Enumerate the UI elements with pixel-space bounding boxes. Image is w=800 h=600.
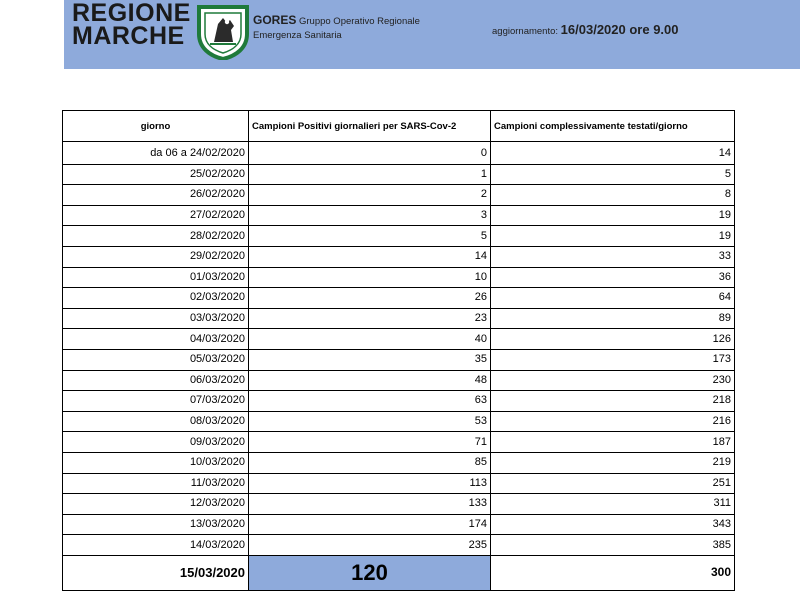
total-date-cell: 15/03/2020 [63, 555, 249, 590]
table-row [63, 308, 735, 329]
positives-cell: 53 [249, 411, 491, 432]
tested-cell: 187 [491, 432, 735, 453]
date-cell: 11/03/2020 [63, 473, 249, 494]
table-row [63, 370, 735, 391]
org-short-name: GORES [253, 13, 297, 27]
table-row [63, 164, 735, 185]
table-row [63, 288, 735, 309]
date-cell: 13/03/2020 [63, 514, 249, 535]
date-cell: 08/03/2020 [63, 411, 249, 432]
positives-cell: 2 [249, 185, 491, 206]
column-header-tested: Campioni complessivamente testati/giorno [491, 111, 735, 142]
table-row [63, 205, 735, 226]
tested-cell: 19 [491, 205, 735, 226]
table-row [63, 535, 735, 556]
date-cell: 01/03/2020 [63, 267, 249, 288]
date-cell: 10/03/2020 [63, 452, 249, 473]
tested-cell: 19 [491, 226, 735, 247]
tested-cell: 343 [491, 514, 735, 535]
date-cell: 02/03/2020 [63, 288, 249, 309]
tested-cell: 219 [491, 452, 735, 473]
table-row [63, 267, 735, 288]
tested-cell: 251 [491, 473, 735, 494]
logo-line-2: MARCHE [72, 22, 185, 50]
tested-cell: 64 [491, 288, 735, 309]
table-row [63, 391, 735, 412]
tested-cell: 218 [491, 391, 735, 412]
column-header-positives: Campioni Positivi giornalieri per SARS-Cov-2 [249, 111, 491, 142]
positives-cell: 3 [249, 205, 491, 226]
positives-cell: 5 [249, 226, 491, 247]
date-cell: 27/02/2020 [63, 205, 249, 226]
positives-cell: 26 [249, 288, 491, 309]
tested-cell: 33 [491, 246, 735, 267]
org-long-name-2: Emergenza Sanitaria [253, 30, 342, 41]
total-positives-cell: 120 [249, 555, 491, 590]
positives-cell: 63 [249, 391, 491, 412]
date-cell: 06/03/2020 [63, 370, 249, 391]
update-timestamp [492, 22, 679, 37]
daily-cases-table [62, 110, 735, 591]
positives-cell: 0 [249, 142, 491, 165]
regione-marche-logo [72, 2, 191, 48]
positives-cell: 133 [249, 494, 491, 515]
date-cell: 26/02/2020 [63, 185, 249, 206]
table-row [63, 411, 735, 432]
tested-cell: 36 [491, 267, 735, 288]
update-label: aggiornamento: [492, 26, 559, 37]
table-row [63, 349, 735, 370]
total-tested-cell: 300 [491, 555, 735, 590]
positives-cell: 174 [249, 514, 491, 535]
positives-cell: 85 [249, 452, 491, 473]
tested-cell: 5 [491, 164, 735, 185]
positives-cell: 10 [249, 267, 491, 288]
tested-cell: 126 [491, 329, 735, 350]
tested-cell: 385 [491, 535, 735, 556]
date-cell: 29/02/2020 [63, 246, 249, 267]
tested-cell: 89 [491, 308, 735, 329]
table-row [63, 432, 735, 453]
tested-cell: 230 [491, 370, 735, 391]
date-cell: 03/03/2020 [63, 308, 249, 329]
org-description [253, 13, 420, 43]
table-row [63, 142, 735, 165]
positives-cell: 1 [249, 164, 491, 185]
table-total-row [63, 555, 735, 590]
tested-cell: 311 [491, 494, 735, 515]
date-cell: 12/03/2020 [63, 494, 249, 515]
positives-cell: 35 [249, 349, 491, 370]
positives-cell: 113 [249, 473, 491, 494]
table-row [63, 514, 735, 535]
logo-line-1: REGIONE [72, 0, 191, 27]
table-row [63, 226, 735, 247]
positives-cell: 235 [249, 535, 491, 556]
positives-cell: 40 [249, 329, 491, 350]
date-cell: 09/03/2020 [63, 432, 249, 453]
regione-marche-crest-icon [196, 4, 250, 60]
table-row [63, 494, 735, 515]
table-row [63, 185, 735, 206]
table-header-row [63, 111, 735, 142]
tested-cell: 14 [491, 142, 735, 165]
table-row [63, 246, 735, 267]
positives-cell: 14 [249, 246, 491, 267]
column-header-date: giorno [63, 111, 249, 142]
table-row [63, 452, 735, 473]
tested-cell: 216 [491, 411, 735, 432]
date-cell: 07/03/2020 [63, 391, 249, 412]
date-cell: da 06 a 24/02/2020 [63, 142, 249, 165]
positives-cell: 23 [249, 308, 491, 329]
positives-cell: 48 [249, 370, 491, 391]
date-cell: 14/03/2020 [63, 535, 249, 556]
org-long-name-1: Gruppo Operativo Regionale [298, 16, 420, 27]
update-value: 16/03/2020 ore 9.00 [560, 22, 679, 37]
tested-cell: 8 [491, 185, 735, 206]
date-cell: 25/02/2020 [63, 164, 249, 185]
page-header [64, 0, 800, 69]
tested-cell: 173 [491, 349, 735, 370]
positives-cell: 71 [249, 432, 491, 453]
date-cell: 05/03/2020 [63, 349, 249, 370]
table-body [63, 142, 735, 556]
table-row [63, 473, 735, 494]
table-row [63, 329, 735, 350]
date-cell: 04/03/2020 [63, 329, 249, 350]
date-cell: 28/02/2020 [63, 226, 249, 247]
